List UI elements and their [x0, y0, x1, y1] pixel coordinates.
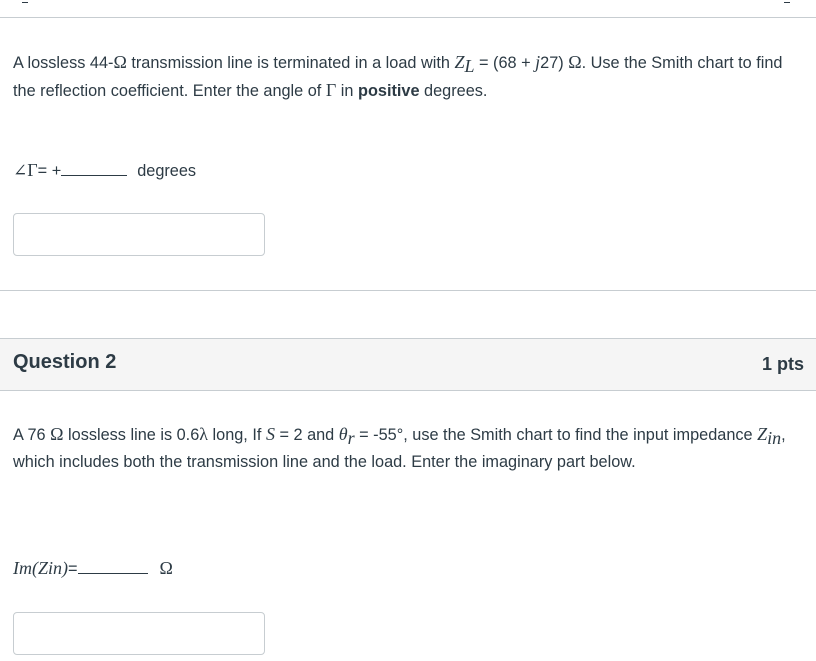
swr-symbol: S: [265, 424, 275, 444]
q1-text-segment: . Use the Smith chart to find the reflection coefficient. Enter the angle of: [13, 54, 783, 100]
answer-blank: [78, 560, 148, 574]
q1-text-segment: = (68 +: [474, 54, 536, 72]
input-impedance-subscript: in: [767, 428, 782, 448]
load-impedance-subscript: L: [464, 56, 475, 76]
gamma-symbol: Γ: [27, 160, 38, 180]
q2-text-segment: , which includes both the transmission line and the load. Enter the imaginary part below.: [13, 426, 786, 471]
previous-question-footer: [0, 0, 816, 18]
q2-text-segment: = 2 and: [274, 426, 339, 444]
question-2-text: [13, 421, 803, 476]
load-impedance-symbol: Z: [454, 52, 465, 72]
q1-text-segment: A lossless 44-: [13, 54, 114, 72]
q1-text-segment: degrees.: [419, 82, 488, 100]
q1-text-segment: 27): [540, 54, 569, 72]
question-divider: [0, 290, 816, 291]
q2-text-segment: lossless line is 0.6: [63, 426, 200, 444]
ohm-symbol: Ω: [50, 424, 64, 444]
question-points: 1 pts: [761, 354, 804, 374]
lambda-symbol: λ: [199, 424, 208, 444]
q1-text-segment: in: [336, 82, 358, 100]
q1-answer-prompt: [13, 160, 196, 181]
theta-subscript: r: [347, 428, 355, 448]
answer-equals: =: [68, 560, 78, 578]
imag-part-label: Im(Z: [13, 558, 48, 578]
angle-symbol: ∠: [13, 161, 28, 180]
q1-answer-input[interactable]: [13, 213, 265, 256]
q2-text-segment: long, If: [208, 426, 266, 444]
question-2-header: [0, 338, 816, 391]
decorative-tick: [22, 0, 28, 3]
q2-text-segment: A 76: [13, 426, 51, 444]
q2-text-segment: = -55°, use the Smith chart to find the input impedance: [354, 426, 758, 444]
question-1-text: [13, 49, 808, 105]
decorative-tick: [784, 0, 790, 3]
unit-ohm: Ω: [159, 558, 173, 578]
q2-answer-prompt: Im(Z in ) = Ω: [13, 558, 173, 578]
answer-blank: [61, 162, 127, 176]
theta-symbol: θ: [338, 424, 348, 444]
input-impedance-symbol: Z: [757, 424, 768, 444]
imaginary-unit: j: [535, 52, 541, 72]
emphasis-positive: positive: [358, 82, 420, 100]
q2-answer-input[interactable]: [13, 612, 265, 655]
q1-text-segment: transmission line is terminated in a load with: [126, 54, 455, 72]
ohm-symbol: Ω: [568, 52, 582, 72]
ohm-symbol: Ω: [113, 52, 127, 72]
gamma-symbol: Γ: [325, 80, 337, 100]
question-title: Question 2: [13, 351, 117, 373]
unit-degrees: degrees: [137, 162, 197, 180]
imag-part-close: ): [62, 558, 69, 578]
answer-equals: = +: [37, 162, 62, 180]
